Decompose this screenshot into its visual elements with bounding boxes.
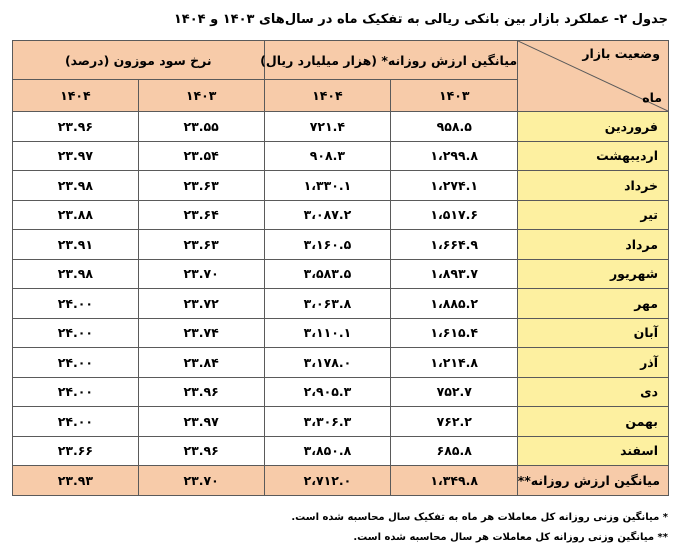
rate-1404-cell: ۲۳.۹۷ bbox=[13, 141, 139, 171]
rate-1403-cell: ۲۳.۵۵ bbox=[138, 112, 264, 142]
value-1404-cell: ۳،۰۸۷.۲ bbox=[264, 200, 391, 230]
month-cell: مرداد bbox=[518, 230, 669, 260]
table-row bbox=[13, 200, 669, 230]
table-row bbox=[13, 289, 669, 319]
rate-1403-cell: ۲۳.۷۰ bbox=[138, 259, 264, 289]
rate-1404-cell: ۲۴.۰۰ bbox=[13, 377, 139, 407]
month-cell: فروردین bbox=[518, 112, 669, 142]
table-row bbox=[13, 230, 669, 260]
rate-1404-cell: ۲۳.۶۶ bbox=[13, 436, 139, 466]
value-1403-cell: ۱،۸۹۳.۷ bbox=[391, 259, 518, 289]
table-title: جدول ۲- عملکرد بازار بین بانکی ریالی به تفکیک ماه در سال‌های ۱۴۰۳ و ۱۴۰۴ bbox=[173, 12, 668, 27]
month-cell: بهمن bbox=[518, 407, 669, 437]
rate-1403-cell: ۲۳.۶۳ bbox=[138, 171, 264, 201]
rate-1404-cell: ۲۳.۹۱ bbox=[13, 230, 139, 260]
rate-1404-cell: ۲۳.۹۶ bbox=[13, 112, 139, 142]
header-daily-value-group: میانگین ارزش روزانه* (هزار میلیارد ریال) bbox=[264, 41, 518, 80]
value-1403-cell: ۱،۶۶۴.۹ bbox=[391, 230, 518, 260]
value-1404-cell: ۳،۱۷۸.۰ bbox=[264, 348, 391, 378]
table-row bbox=[13, 377, 669, 407]
value-1403-cell: ۹۵۸.۵ bbox=[391, 112, 518, 142]
interbank-market-table bbox=[12, 40, 669, 496]
rate-1403-cell: ۲۳.۶۳ bbox=[138, 230, 264, 260]
average-label-cell: میانگین ارزش روزانه** bbox=[518, 466, 669, 496]
table-row bbox=[13, 436, 669, 466]
table-row bbox=[13, 141, 669, 171]
table-row bbox=[13, 112, 669, 142]
header-year-rate-1404: ۱۴۰۴ bbox=[13, 80, 139, 112]
footnote-monthly: * میانگین وزنی روزانه کل معاملات هر ماه به تفکیک سال محاسبه شده است. bbox=[291, 512, 668, 523]
value-1404-cell: ۳،۳۰۶.۳ bbox=[264, 407, 391, 437]
month-cell: خرداد bbox=[518, 171, 669, 201]
value-1403-cell: ۱،۲۹۹.۸ bbox=[391, 141, 518, 171]
value-1403-cell: ۶۸۵.۸ bbox=[391, 436, 518, 466]
table-row bbox=[13, 318, 669, 348]
rate-1403-cell: ۲۳.۹۶ bbox=[138, 436, 264, 466]
average-rate-1403-cell: ۲۳.۷۰ bbox=[138, 466, 264, 496]
value-1403-cell: ۱،۵۱۷.۶ bbox=[391, 200, 518, 230]
rate-1403-cell: ۲۳.۷۲ bbox=[138, 289, 264, 319]
rate-1404-cell: ۲۳.۸۸ bbox=[13, 200, 139, 230]
corner-header-cell bbox=[518, 41, 669, 112]
value-1403-cell: ۱،۶۱۵.۴ bbox=[391, 318, 518, 348]
value-1403-cell: ۷۵۲.۷ bbox=[391, 377, 518, 407]
value-1404-cell: ۱،۳۳۰.۱ bbox=[264, 171, 391, 201]
rate-1404-cell: ۲۳.۹۸ bbox=[13, 259, 139, 289]
month-cell: آذر bbox=[518, 348, 669, 378]
table-row bbox=[13, 348, 669, 378]
month-cell: شهریور bbox=[518, 259, 669, 289]
corner-label-market-status: وضعیت بازار bbox=[582, 46, 660, 61]
rate-1403-cell: ۲۳.۷۴ bbox=[138, 318, 264, 348]
corner-label-month: ماه bbox=[642, 90, 662, 105]
value-1403-cell: ۱،۸۸۵.۲ bbox=[391, 289, 518, 319]
rate-1404-cell: ۲۴.۰۰ bbox=[13, 348, 139, 378]
table-row bbox=[13, 407, 669, 437]
footnote-yearly: ** میانگین وزنی روزانه کل معاملات هر سال محاسبه شده است. bbox=[353, 532, 668, 543]
month-cell: دی bbox=[518, 377, 669, 407]
header-year-value-1403: ۱۴۰۳ bbox=[391, 80, 518, 112]
value-1404-cell: ۳،۸۵۰.۸ bbox=[264, 436, 391, 466]
value-1404-cell: ۳،۱۶۰.۵ bbox=[264, 230, 391, 260]
month-cell: اردیبهشت bbox=[518, 141, 669, 171]
rate-1404-cell: ۲۴.۰۰ bbox=[13, 318, 139, 348]
value-1404-cell: ۳،۱۱۰.۱ bbox=[264, 318, 391, 348]
value-1403-cell: ۷۶۲.۲ bbox=[391, 407, 518, 437]
month-cell: آبان bbox=[518, 318, 669, 348]
value-1404-cell: ۷۲۱.۴ bbox=[264, 112, 391, 142]
average-rate-1404-cell: ۲۳.۹۳ bbox=[13, 466, 139, 496]
average-value-1403-cell: ۱،۳۴۹.۸ bbox=[391, 466, 518, 496]
value-1404-cell: ۹۰۸.۳ bbox=[264, 141, 391, 171]
rate-1404-cell: ۲۳.۹۸ bbox=[13, 171, 139, 201]
header-weighted-rate-group: نرخ سود موزون (درصد) bbox=[13, 41, 265, 80]
header-year-value-1404: ۱۴۰۴ bbox=[264, 80, 391, 112]
table-row bbox=[13, 259, 669, 289]
rate-1403-cell: ۲۳.۶۴ bbox=[138, 200, 264, 230]
average-row bbox=[13, 466, 669, 496]
value-1404-cell: ۳،۰۶۳.۸ bbox=[264, 289, 391, 319]
month-cell: مهر bbox=[518, 289, 669, 319]
value-1404-cell: ۳،۵۸۳.۵ bbox=[264, 259, 391, 289]
month-cell: اسفند bbox=[518, 436, 669, 466]
rate-1403-cell: ۲۳.۵۴ bbox=[138, 141, 264, 171]
header-year-rate-1403: ۱۴۰۳ bbox=[138, 80, 264, 112]
table-row bbox=[13, 171, 669, 201]
rate-1404-cell: ۲۴.۰۰ bbox=[13, 289, 139, 319]
rate-1403-cell: ۲۳.۹۷ bbox=[138, 407, 264, 437]
rate-1404-cell: ۲۴.۰۰ bbox=[13, 407, 139, 437]
value-1404-cell: ۲،۹۰۵.۳ bbox=[264, 377, 391, 407]
rate-1403-cell: ۲۳.۸۴ bbox=[138, 348, 264, 378]
value-1403-cell: ۱،۲۷۴.۱ bbox=[391, 171, 518, 201]
rate-1403-cell: ۲۳.۹۶ bbox=[138, 377, 264, 407]
month-cell: تیر bbox=[518, 200, 669, 230]
value-1403-cell: ۱،۲۱۴.۸ bbox=[391, 348, 518, 378]
average-value-1404-cell: ۲،۷۱۲.۰ bbox=[264, 466, 391, 496]
